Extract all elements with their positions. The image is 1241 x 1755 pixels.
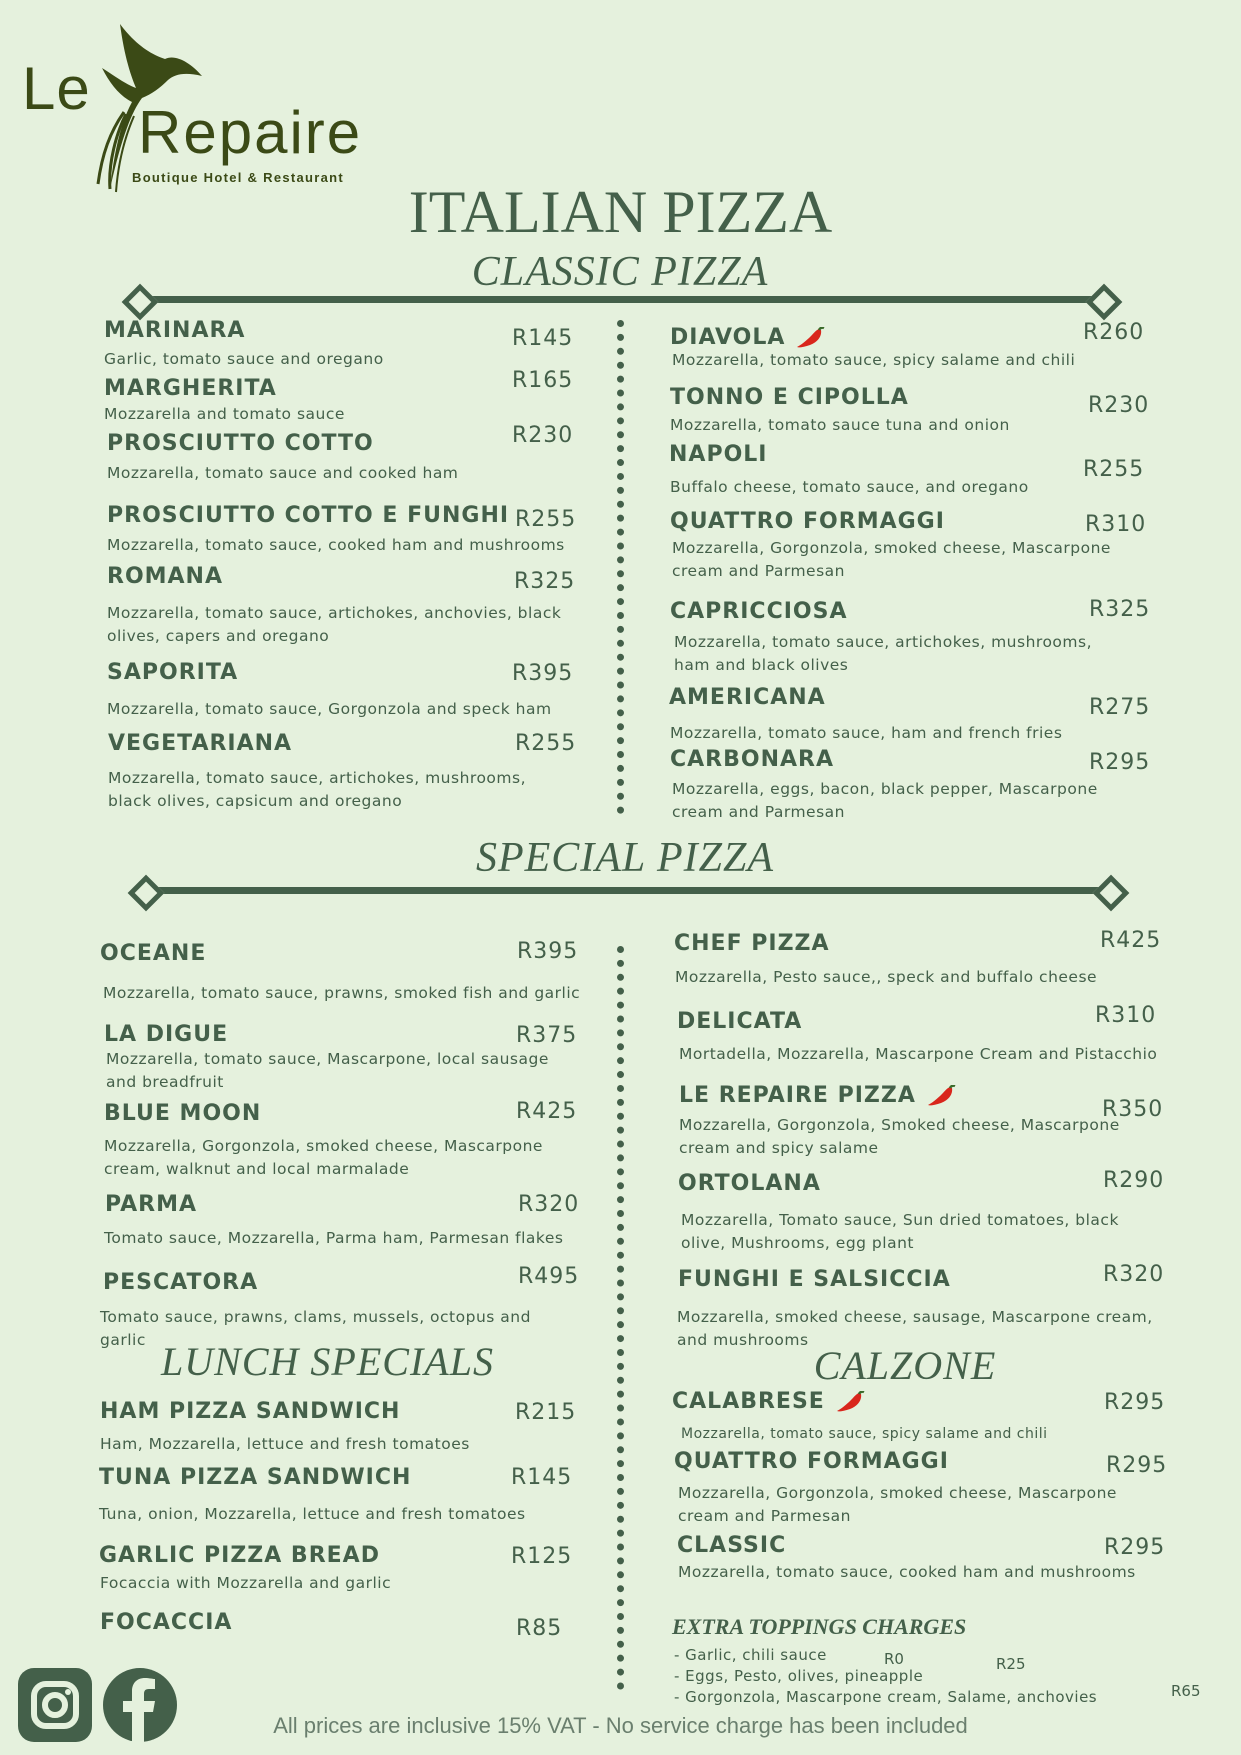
topping-price: R65: [1171, 1682, 1201, 1700]
menu-item-label: LE REPAIRE PIZZA: [679, 1083, 916, 1108]
menu-item-description: Mozzarella, Tomato sauce, Sun dried tomatoes, black olive, Mushrooms, egg plant: [681, 1211, 1119, 1252]
section-title-special: SPECIAL PIZZA: [475, 835, 775, 881]
menu-item-price: R320: [1103, 1262, 1165, 1287]
menu-item-label: PARMA: [105, 1192, 197, 1217]
menu-item-label: SAPORITA: [107, 660, 239, 685]
menu-item-price: R320: [518, 1192, 580, 1217]
diamond-ornament: [1086, 284, 1123, 321]
menu-item-name: [677, 1009, 802, 1034]
menu-item-description: Mozzarella, tomato sauce, Mascarpone, local sausage and breadfruit: [106, 1050, 549, 1091]
menu-item-name: [100, 941, 206, 966]
menu-item-label: GARLIC PIZZA BREAD: [99, 1543, 380, 1568]
menu-item-price: R125: [511, 1544, 573, 1569]
menu-item-description: Tomato sauce, Mozzarella, Parma ham, Parmesan flakes: [104, 1229, 564, 1247]
menu-item-description: Garlic, tomato sauce and oregano: [104, 350, 384, 368]
menu-item-name: [677, 1533, 786, 1558]
menu-item-name: [99, 1465, 411, 1490]
menu-item-price: R325: [514, 569, 576, 594]
menu-item-label: TONNO E CIPOLLA: [670, 385, 909, 410]
menu-item-label: CALABRESE: [672, 1389, 825, 1414]
menu-item-label: HAM PIZZA SANDWICH: [100, 1399, 401, 1424]
menu-item-label: CLASSIC: [677, 1533, 787, 1558]
menu-item-name: [100, 1399, 400, 1424]
menu-item-label: BLUE MOON: [104, 1101, 262, 1126]
menu-item-price: R425: [1100, 928, 1162, 953]
topping-line: - Eggs, Pesto, olives, pineapple: [674, 1667, 924, 1685]
menu-item-name: [107, 660, 238, 685]
menu-item-description: Focaccia with Mozzarella and garlic: [100, 1574, 392, 1592]
menu-item-price: R325: [1089, 597, 1151, 622]
section-title-classic: CLASSIC PIZZA: [471, 249, 769, 295]
menu-item-name: [104, 318, 245, 343]
menu-item-name: [104, 1101, 261, 1126]
section-title-lunch: LUNCH SPECIALS: [161, 1339, 494, 1384]
menu-item-label: LA DIGUE: [104, 1022, 229, 1047]
menu-item-price: R425: [516, 1099, 578, 1124]
menu-item-name: [678, 1171, 821, 1196]
menu-item-price: R165: [512, 368, 574, 393]
section-title-extra-toppings: EXTRA TOPPINGS CHARGES: [672, 1614, 967, 1639]
chili-icon: [926, 1085, 956, 1107]
menu-item-description: Mozzarella, tomato sauce, ham and french fries: [670, 724, 1063, 742]
divider-rule: [144, 887, 1108, 894]
menu-item-description: Mozzarella, Gorgonzola, smoked cheese, Mascarpone cream, walknut and local marmalade: [104, 1137, 543, 1178]
menu-item-description: Mozzarella and tomato sauce: [104, 405, 345, 423]
menu-item-name: [672, 1389, 865, 1414]
menu-item-description: Mozzarella, tomato sauce, artichokes, anchovies, black olives, capers and oregano: [107, 604, 562, 645]
menu-item-description: Mozzarella, Gorgonzola, smoked cheese, Mascarpone cream and Parmesan: [672, 539, 1111, 580]
menu-item-price: R395: [512, 661, 574, 686]
menu-item-label: OCEANE: [100, 941, 207, 966]
topping-line: - Garlic, chili sauce: [674, 1646, 827, 1664]
diamond-ornament: [128, 875, 165, 912]
menu-item-price: R395: [517, 939, 579, 964]
menu-item-name: [107, 503, 509, 528]
menu-item-price: R295: [1106, 1453, 1168, 1478]
menu-item-description: Mortadella, Mozzarella, Mascarpone Cream and Pistacchio: [679, 1045, 1158, 1063]
menu-item-price: R295: [1089, 750, 1151, 775]
menu-item-name: [100, 1610, 232, 1635]
menu-item-label: CHEF PIZZA: [674, 931, 830, 956]
menu-item-label: PROSCIUTTO COTTO E FUNGHI: [107, 503, 510, 528]
menu-item-price: R85: [516, 1616, 563, 1641]
menu-item-name: [107, 431, 374, 456]
menu-item-label: PESCATORA: [103, 1270, 259, 1295]
menu-item-description: Ham, Mozzarella, lettuce and fresh tomatoes: [100, 1435, 470, 1453]
logo-le: Le: [22, 55, 91, 122]
menu-item-price: R275: [1089, 695, 1151, 720]
menu-item-description: Mozzarella, smoked cheese, sausage, Mascarpone cream, and mushrooms: [677, 1308, 1153, 1349]
menu-item-name: [99, 1543, 380, 1568]
menu-item-name: [105, 1192, 197, 1217]
menu-item-price: R375: [516, 1023, 578, 1048]
menu-item-label: DIAVOLA: [670, 325, 786, 350]
menu-item-description: Mozzarella, tomato sauce and cooked ham: [107, 464, 459, 482]
menu-item-label: MARGHERITA: [104, 376, 277, 401]
menu-item-label: DELICATA: [677, 1009, 803, 1034]
menu-item-description: Mozzarella, Pesto sauce,, speck and buffalo cheese: [675, 968, 1098, 986]
menu-item-name: [669, 442, 767, 467]
topping-price: R25: [996, 1655, 1026, 1673]
menu-item-name: [104, 1022, 228, 1047]
page-title: ITALIAN PIZZA: [408, 179, 833, 245]
menu-item-description: Mozzarella, eggs, bacon, black pepper, Mascarpone cream and Parmesan: [672, 780, 1098, 821]
menu-item-name: [669, 685, 826, 710]
menu-item-price: R495: [518, 1264, 580, 1289]
menu-item-description: Mozzarella, tomato sauce, spicy salame and chili: [681, 1426, 1048, 1442]
menu-item-name: [107, 564, 223, 589]
menu-item-label: CAPRICCIOSA: [670, 599, 848, 624]
menu-item-label: ORTOLANA: [678, 1171, 821, 1196]
menu-item-price: R230: [1088, 393, 1150, 418]
menu-item-name: [678, 1267, 951, 1292]
chili-icon: [835, 1391, 865, 1413]
menu-item-label: TUNA PIZZA SANDWICH: [99, 1465, 412, 1490]
menu-item-price: R290: [1103, 1168, 1165, 1193]
menu-item-label: ROMANA: [107, 564, 223, 589]
logo-subtitle: Boutique Hotel & Restaurant: [132, 170, 345, 185]
menu-item-price: R295: [1104, 1390, 1166, 1415]
topping-line: - Gorgonzola, Mascarpone cream, Salame, anchovies: [674, 1688, 1098, 1706]
menu-item-description: Mozzarella, tomato sauce, cooked ham and mushrooms: [107, 536, 565, 554]
section-title-calzone: CALZONE: [813, 1343, 997, 1388]
menu-item-description: Tomato sauce, prawns, clams, mussels, octopus and garlic: [100, 1308, 531, 1349]
menu-item-label: FUNGHI E SALSICCIA: [678, 1267, 951, 1292]
menu-item-description: Mozzarella, Gorgonzola, Smoked cheese, Mascarpone cream and spicy salame: [679, 1116, 1120, 1157]
diamond-ornament: [1093, 875, 1130, 912]
diamond-ornament: [122, 284, 159, 321]
menu-item-description: Mozzarella, tomato sauce, artichokes, mushrooms, black olives, capsicum and oregano: [108, 769, 527, 810]
menu-item-name: [108, 731, 292, 756]
menu-item-description: Buffalo cheese, tomato sauce, and oregano: [670, 478, 1029, 496]
menu-item-label: QUATTRO FORMAGGI: [670, 509, 945, 534]
menu-item-description: Mozzarella, tomato sauce, artichokes, mushrooms, ham and black olives: [674, 633, 1093, 674]
menu-item-price: R215: [515, 1400, 577, 1425]
menu-item-label: FOCACCIA: [100, 1610, 233, 1635]
menu-item-description: Mozzarella, tomato sauce, spicy salame and chili: [672, 351, 1076, 369]
menu-item-name: [670, 509, 945, 534]
menu-item-name: [670, 747, 834, 772]
menu-item-name: [104, 376, 277, 401]
divider-rule: [138, 296, 1102, 303]
menu-item-name: [670, 385, 909, 410]
menu-item-name: [670, 599, 847, 624]
menu-item-price: R230: [512, 423, 574, 448]
menu-item-description: Mozzarella, tomato sauce, cooked ham and mushrooms: [678, 1563, 1136, 1581]
chili-icon: [795, 327, 825, 349]
menu-item-price: R145: [511, 1465, 573, 1490]
footer-vat-note: All prices are inclusive 15% VAT - No service charge has been included: [273, 1713, 968, 1738]
menu-item-label: AMERICANA: [669, 685, 826, 710]
menu-item-description: Mozzarella, tomato sauce, Gorgonzola and speck ham: [107, 700, 552, 718]
menu-item-price: R310: [1085, 512, 1147, 537]
logo-repaire: Repaire: [138, 99, 363, 166]
menu-item-description: Mozzarella, tomato sauce, prawns, smoked fish and garlic: [103, 984, 581, 1002]
menu-item-description: Tuna, onion, Mozzarella, lettuce and fresh tomatoes: [99, 1505, 526, 1523]
menu-item-price: R260: [1083, 320, 1145, 345]
menu-item-label: MARINARA: [104, 318, 246, 343]
menu-item-label: VEGETARIANA: [108, 731, 293, 756]
menu-item-name: [670, 325, 825, 350]
column-divider: [617, 320, 632, 814]
menu-item-label: CARBONARA: [670, 747, 834, 772]
topping-price: R0: [884, 1650, 904, 1668]
menu-item-price: R255: [515, 731, 577, 756]
menu-item-price: R295: [1104, 1535, 1166, 1560]
menu-item-name: [674, 1449, 949, 1474]
menu-item-name: [674, 931, 830, 956]
menu-item-price: R310: [1095, 1003, 1157, 1028]
menu-item-label: PROSCIUTTO COTTO: [107, 431, 374, 456]
menu-item-description: Mozzarella, tomato sauce tuna and onion: [670, 416, 1010, 434]
menu-item-price: R145: [512, 326, 574, 351]
menu-item-label: NAPOLI: [669, 442, 768, 467]
menu-item-label: QUATTRO FORMAGGI: [674, 1449, 949, 1474]
menu-item-price: R255: [1083, 457, 1145, 482]
menu-item-description: Mozzarella, Gorgonzola, smoked cheese, Mascarpone cream and Parmesan: [678, 1484, 1117, 1525]
menu-item-price: R350: [1102, 1097, 1164, 1122]
menu-item-name: [103, 1270, 258, 1295]
column-divider: [617, 946, 632, 1690]
menu-item-name: [679, 1083, 956, 1108]
menu-item-price: R255: [515, 507, 577, 532]
